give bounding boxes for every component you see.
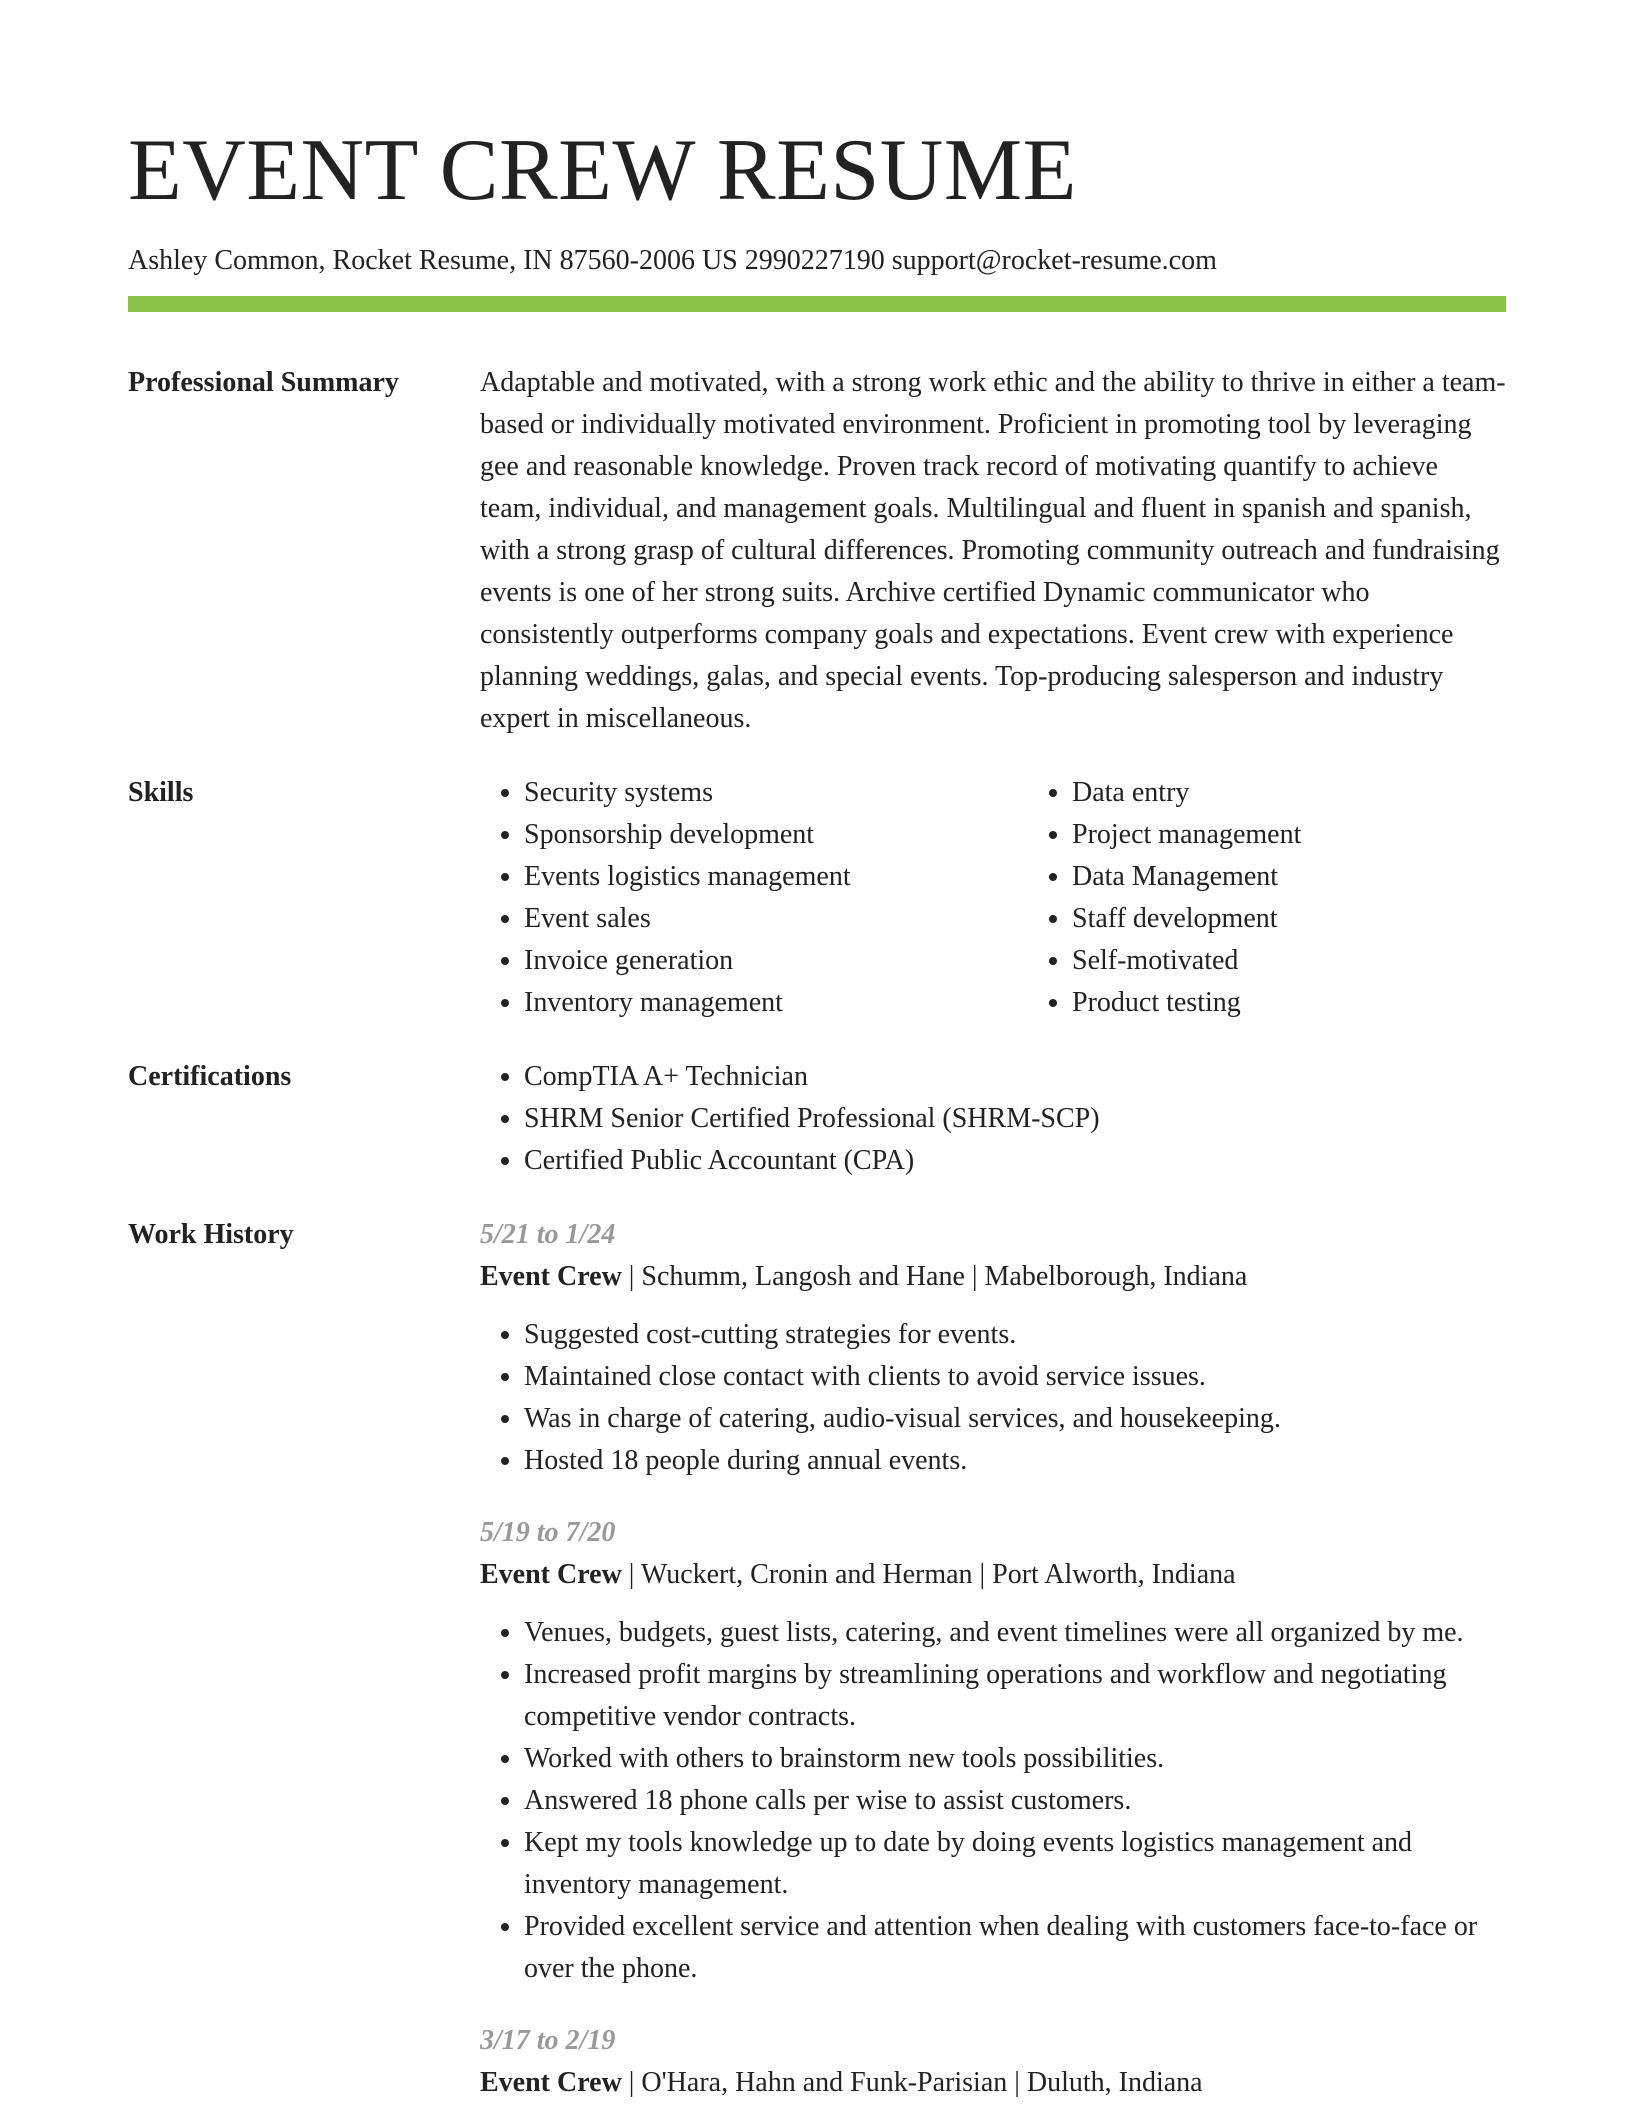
list-item: • Event sales	[524, 898, 1028, 940]
list-item: • Data Management	[1072, 856, 1576, 898]
job-dates: 5/21 to 1/24	[480, 1219, 616, 1250]
list-item: • Data entry	[1072, 772, 1576, 814]
job-entry	[480, 1214, 1506, 1482]
job-bullets	[480, 1314, 1506, 1482]
accent-divider	[128, 296, 1506, 312]
section-label: Skills	[128, 777, 194, 808]
list-item: • Suggested cost-cutting strategies for events.	[524, 1314, 1506, 1356]
job-company: | Wuckert, Cronin and Herman | Port Alworth, Indiana	[621, 1559, 1236, 1590]
summary-section	[128, 362, 1506, 740]
list-item: • Security systems	[524, 772, 1028, 814]
work-history-section	[128, 1214, 1506, 2104]
list-item: • Venues, budgets, guest lists, catering, and event timelines were all organized by me.	[524, 1612, 1506, 1654]
list-item: • Staff development	[1072, 898, 1576, 940]
list-item: • CompTIA A+ Technician	[524, 1056, 1506, 1098]
skills-section	[128, 772, 1506, 1024]
list-item: • Was in charge of catering, audio-visual services, and housekeeping.	[524, 1398, 1506, 1440]
job-dates: 5/19 to 7/20	[480, 1517, 616, 1548]
list-item: • Project management	[1072, 814, 1576, 856]
job-heading	[480, 1256, 1506, 1298]
certifications-list	[480, 1056, 1506, 1182]
job-dates: 3/17 to 2/19	[480, 2025, 616, 2056]
job-title: Event Crew	[480, 1559, 622, 1590]
list-item: • Provided excellent service and attention when dealing with customers face-to-face or over the phone.	[524, 1906, 1506, 1990]
section-label: Professional Summary	[128, 367, 399, 398]
list-item: • Sponsorship development	[524, 814, 1028, 856]
job-heading	[480, 1554, 1506, 1596]
list-item: • Hosted 18 people during annual events.	[524, 1440, 1506, 1482]
job-bullets	[480, 1612, 1506, 1990]
job-title: Event Crew	[480, 2067, 622, 2098]
section-label: Certifications	[128, 1061, 292, 1092]
list-item: • Self-motivated	[1072, 940, 1576, 982]
list-item: • SHRM Senior Certified Professional (SHRM-SCP)	[524, 1098, 1506, 1140]
section-label: Work History	[128, 1219, 294, 1250]
resume-page	[128, 0, 1506, 2104]
summary-text: Adaptable and motivated, with a strong work ethic and the ability to thrive in either a team-based or individually motivated environment. Proficient in promoting tool by leveraging gee and reasonable knowledge. Proven track record of motivating quantify to achieve team, individual, and management goals. Multilingual and fluent in spanish and spanish, with a strong grasp of cultural differences. Promoting community outreach and fundraising events is one of her strong suits. Archive certified Dynamic communicator who consistently outperforms company goals and expectations. Event crew with experience planning weddings, galas, and special events. Top-producing salesperson and industry expert in miscellaneous.	[480, 367, 1506, 734]
list-item: • Events logistics management	[524, 856, 1028, 898]
list-item: • Worked with others to brainstorm new tools possibilities.	[524, 1738, 1506, 1780]
list-item: • Invoice generation	[524, 940, 1028, 982]
job-company: | Schumm, Langosh and Hane | Mabelborough, Indiana	[621, 1261, 1248, 1292]
list-item: • Maintained close contact with clients to avoid service issues.	[524, 1356, 1506, 1398]
page-title: EVENT CREW RESUME	[128, 122, 1077, 219]
job-entry	[480, 1512, 1506, 1990]
list-item: • Inventory management	[524, 982, 1028, 1024]
list-item: • Answered 18 phone calls per wise to assist customers.	[524, 1780, 1506, 1822]
list-item: • Product testing	[1072, 982, 1576, 1024]
list-item: • Kept my tools knowledge up to date by doing events logistics management and inventory management.	[524, 1822, 1506, 1906]
contact-line: Ashley Common, Rocket Resume, IN 87560-2006 US 2990227190 support@rocket-resume.com	[128, 245, 1217, 276]
certifications-section	[128, 1056, 1506, 1182]
job-company: | O'Hara, Hahn and Funk-Parisian | Duluth, Indiana	[621, 2067, 1203, 2098]
job-title: Event Crew	[480, 1261, 622, 1292]
skills-list-right	[1028, 772, 1576, 1024]
job-heading	[480, 2062, 1506, 2104]
list-item: • Certified Public Accountant (CPA)	[524, 1140, 1506, 1182]
list-item: • Increased profit margins by streamlining operations and workflow and negotiating competitive vendor contracts.	[524, 1654, 1506, 1738]
job-entry	[480, 2020, 1506, 2104]
skills-list-left	[480, 772, 1028, 1024]
